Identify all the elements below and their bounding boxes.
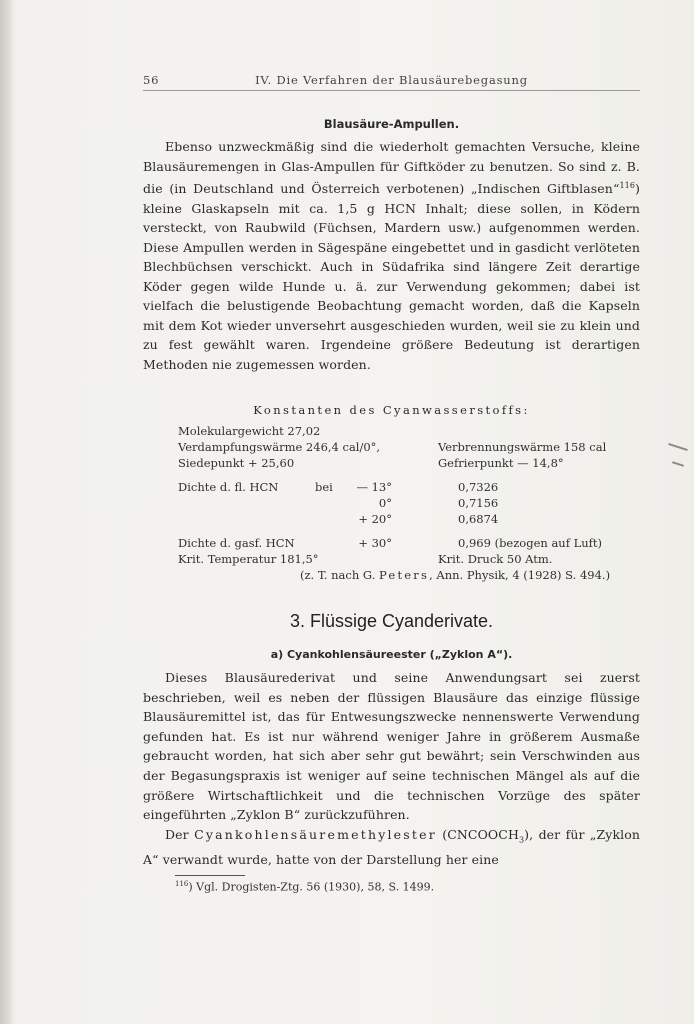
source-citation: (z. T. nach G. Peters, Ann. Physik, 4 (1928) S. 494.) [300,568,611,582]
critical-temperature: Krit. Temperatur 181,5° [178,552,319,566]
temperature-value: — 13° [356,480,392,494]
molecular-weight: Molekulargewicht 27,02 [178,424,321,438]
subsection-heading: a) Cyankohlensäureester („Zyklon A“). [270,648,513,661]
margin-mark [668,443,688,451]
critical-pressure: Krit. Druck 50 Atm. [438,552,553,566]
footnote-reference: 116 [619,181,636,190]
density-gas-value: 0,969 (bezogen auf Luft) [458,536,603,550]
paragraph-ampullen [143,137,640,374]
density-gas-label: Dichte d. gasf. HCN [178,536,295,550]
paragraph-text: Der Cyankohlensäuremethylester $(CNCOOCH_3)$, der für „Zyklon A“ verwandt wurde, hatte von der Darstellung her eine [143,826,640,867]
constants-title: Konstanten des Cyanwasserstoffs: [253,403,530,417]
chapter-heading: 3. Flüssige Cyanderivate. [289,611,494,631]
section-title: Blausäure-Ampullen. [323,117,460,131]
temperature-value: + 30° [358,536,392,550]
paragraph-text: Ebenso unzweckmäßig sind die wiederholt gemachten Versuche, kleine Blausäuremengen in Glas-Ampullen für Giftköder zu benutzen. So sind z. B. die (in Deutschland und Österreich verbotenen) „Indischen Giftblasen“ [143,139,640,197]
margin-mark [672,461,684,467]
freezing-point: Gefrierpunkt — 14,8° [438,456,564,470]
paragraph-text: ) kleine Glaskapseln mit ca. 1,5 g HCN Inhalt; diese sollen, in Ködern versteckt, von Raubwild (Füchsen, Mardern usw.) aufgenommen werden. Diese Ampullen werden in Sägespäne eingebettet und in gasdicht verlöteten Blechbüchsen verschickt. Auch in Südafrika sind längere Zeit derartige Köder gegen wilde Hunde u. ä. zur Verwendung gekommen; dabei ist vielfach die belustigende Beobachtung gemacht worden, daß die Kapseln mit dem Kot wieder unversehrt ausgeschieden wurden, weil sie zu klein und zu fest gewählt waren. Irgendeine größere Bedeutung ist derartigen Methoden nie zugemessen worden. [143,181,640,372]
boiling-point: Siedepunkt + 25,60 [178,456,295,470]
combustion-heat: Verbrennungswärme 158 cal [438,440,607,454]
paragraph-zyklon-a [143,668,640,869]
density-value: 0,6874 [458,512,499,526]
footnote: $^{116}$) Vgl. Drogisten-Ztg. 56 (1930), 58, S. 1499. [175,880,435,894]
density-value: 0,7326 [458,480,499,494]
density-value: 0,7156 [458,496,499,510]
paragraph-text: Dieses Blausäurederivat und seine Anwendungsart sei zuerst beschrieben, weil es neben der flüssigen Blausäure das einzige flüssige Blausäuremittel ist, das für Entwesungszwecke nennenswerte Verwendung gefunden hat. Es ist nur während weniger Jahre in größerem Ausmaße gebraucht worden, hat sich aber sehr gut bewährt; sein Verschwinden aus der Begasungspraxis ist weniger auf seine technischen Mängel als auf die größere Wirtschaftlichkeit und die technischen Vorzüge des später eingeführten „Zyklon B“ zurückzuführen. [143,670,640,823]
evaporation-heat: Verdampfungswärme 246,4 cal/0°, [178,440,381,454]
bei-label: bei [315,480,333,494]
running-title: IV. Die Verfahren der Blausäurebegasung [255,73,528,87]
page-edge-shadow [0,0,14,1024]
temperature-value: + 20° [358,512,392,526]
page-number: 56 [143,73,160,87]
running-header [143,72,640,91]
footnote-rule [175,875,245,876]
density-liquid-label: Dichte d. fl. HCN [178,480,279,494]
temperature-value: 0° [378,496,392,510]
